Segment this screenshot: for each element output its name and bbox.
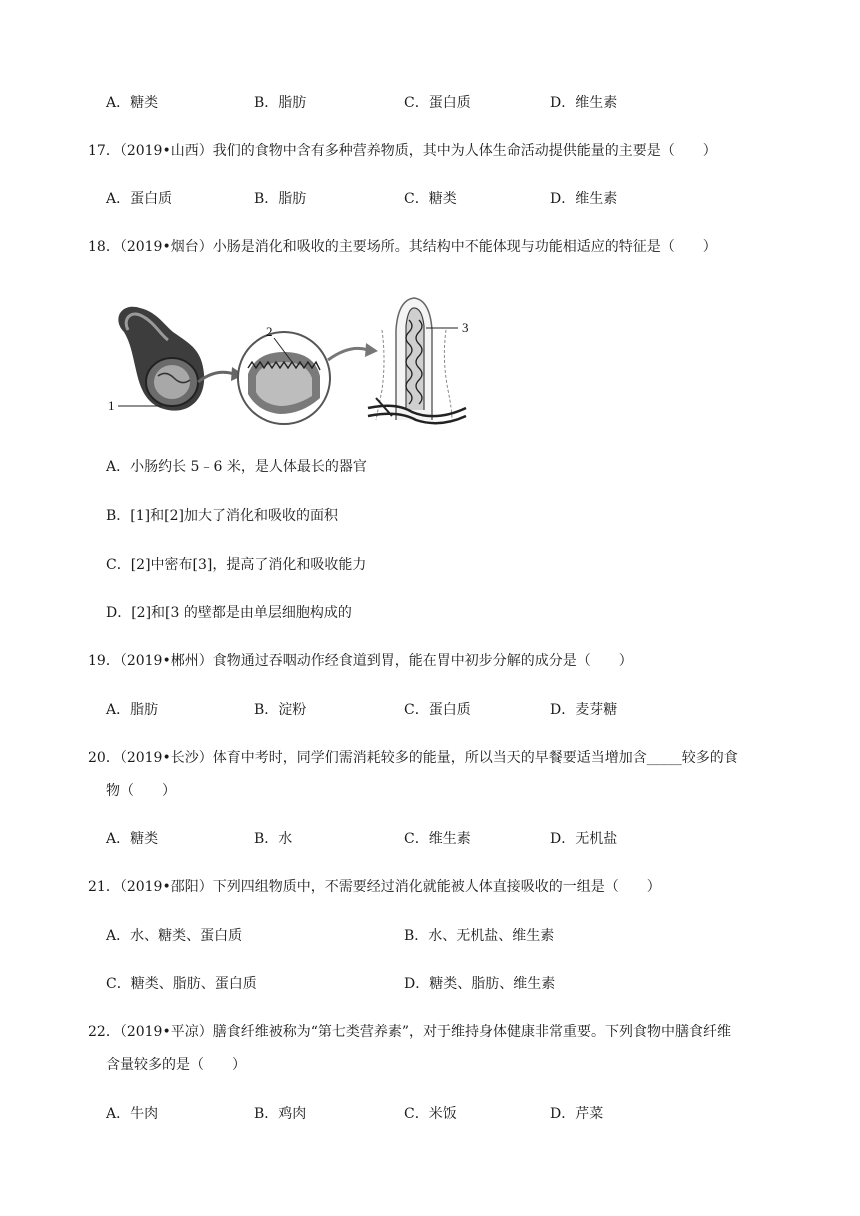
q18-option-b: B．[1]和[2]加大了消化和吸收的面积 [106,508,338,524]
q22-option-b: B．鸡肉 [254,1106,307,1122]
q21-stem: 21．（2019•邵阳）下列四组物质中，不需要经过消化就能被人体直接吸收的一组是（ ） [88,879,661,895]
q16-option-a: A．糖类 [106,95,159,111]
q19-option-b: B．淀粉 [254,702,307,718]
q21-option-c: C．糖类、脂肪、蛋白质 [106,976,257,992]
figure-label-3: 3 [462,320,469,335]
intestine-tube-image [118,307,204,411]
small-intestine-figure [106,290,476,430]
q22-stem-line1: 22．（2019•平凉）膳食纤维被称为“第七类营养素”，对于维持身体健康非常重要。下列食物中膳食纤维 [88,1024,732,1040]
q19-stem: 19．（2019•郴州）食物通过吞咽动作经食道到胃，能在胃中初步分解的成分是（ ） [88,653,633,669]
mucosal-fold-circle [238,332,330,424]
q17-option-d: D．维生素 [550,191,618,207]
q19-option-a: A．脂肪 [106,702,159,718]
q21-option-a: A．水、糖类、蛋白质 [106,928,243,944]
figure-label-1: 1 [108,398,115,413]
q20-stem-line2: 物（ ） [106,783,176,799]
q18-option-d: D．[2]和[3 的壁都是由单层细胞构成的 [106,605,352,621]
q20-option-c: C．维生素 [404,831,471,847]
q21-option-b: B．水、无机盐、维生素 [404,928,555,944]
villus-image [368,298,466,423]
q17-option-a: A．蛋白质 [106,191,173,207]
q17-option-c: C．糖类 [404,191,457,207]
q16-option-c: C．蛋白质 [404,95,471,111]
q21-option-d: D．糖类、脂肪、维生素 [404,976,556,992]
q19-option-c: C．蛋白质 [404,702,471,718]
q18-option-a: A．小肠约长 5﹣6 米，是人体最长的器官 [106,459,367,475]
q20-option-b: B．水 [254,831,293,847]
q20-option-a: A．糖类 [106,831,159,847]
q22-option-a: A．牛肉 [106,1106,159,1122]
q17-option-b: B．脂肪 [254,191,307,207]
q16-option-d: D．维生素 [550,95,618,111]
q20-stem-line1: 20．（2019•长沙）体育中考时，同学们需消耗较多的能量，所以当天的早餐要适当增加含_____较多的食 [88,750,738,766]
q18-stem: 18．（2019•烟台）小肠是消化和吸收的主要场所。其结构中不能体现与功能相适应的特征是（ ） [88,239,717,255]
q17-stem: 17．（2019•山西）我们的食物中含有多种营养物质，其中为人体生命活动提供能量的主要是（ ） [88,143,717,159]
q20-option-d: D．无机盐 [550,831,618,847]
q22-option-d: D．芹菜 [550,1106,604,1122]
q16-option-b: B．脂肪 [254,95,307,111]
q19-option-d: D．麦芽糖 [550,702,618,718]
q22-option-c: C．米饭 [404,1106,457,1122]
figure-label-2: 2 [266,324,273,339]
q18-option-c: C．[2]中密布[3]，提高了消化和吸收能力 [106,557,367,573]
q22-stem-line2: 含量较多的是（ ） [106,1057,246,1073]
